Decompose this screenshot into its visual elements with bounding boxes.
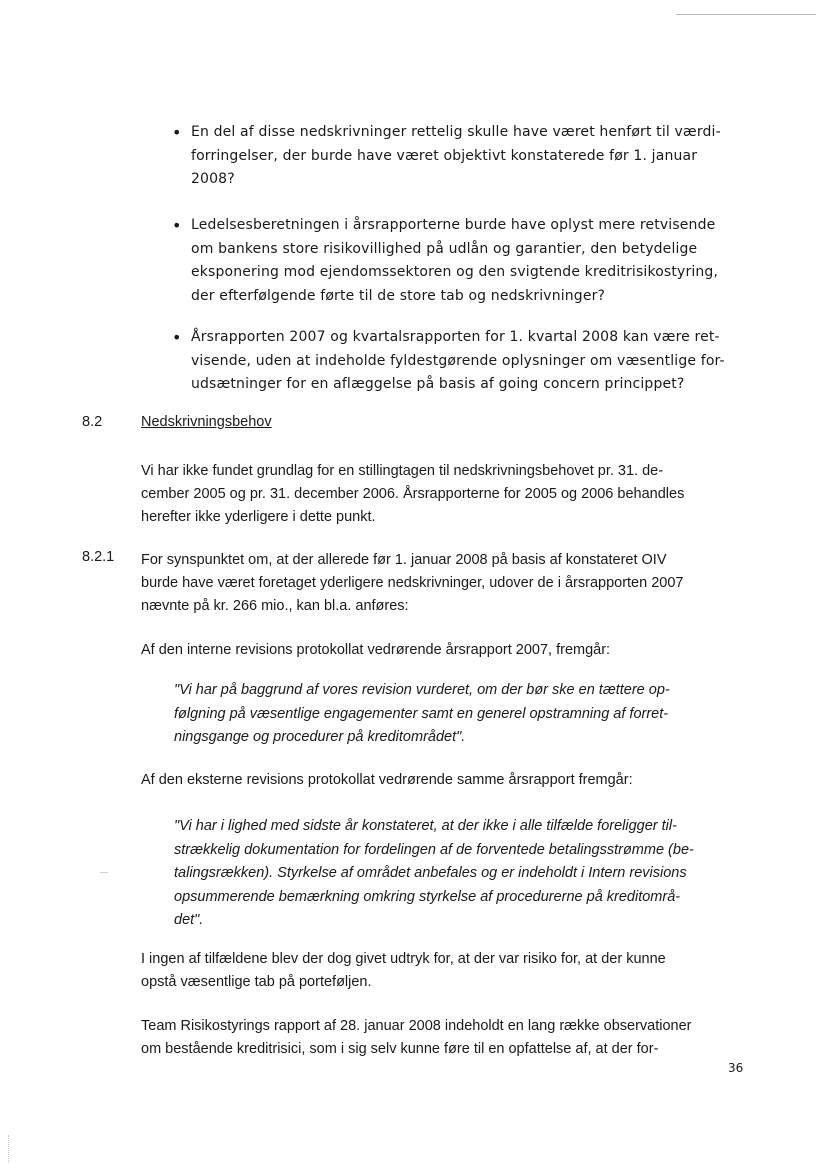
scan-margin-mark — [8, 1135, 9, 1163]
quote-internal-audit: "Vi har på baggrund af vores revision vurderet, om der bør ske en tættere op- følgning på væsentlige engagementer samt en generel opstramning af forret- ningsgange og procedurer på kreditområdet". — [174, 682, 670, 745]
bullet-marker — [172, 222, 180, 230]
bullet-marker — [172, 334, 180, 342]
subsection-paragraph-3: Af den eksterne revisions protokollat vedrørende samme årsrapport fremgår: — [141, 772, 633, 788]
subsection-paragraph-1: For synspunktet om, at der allerede før 1. januar 2008 på basis af konstateret OIV burde have været foretaget yderligere nedskrivninger, udover de i årsrapporten 2007 nævnte på kr. 266 mio., kan bl.a. anføres: — [141, 552, 684, 614]
page-number: 36 — [728, 1061, 744, 1075]
bullet-item-1: En del af disse nedskrivninger rettelig skulle have været henført til værdi- forringelser, der burde have været objektivt konstaterede før 1. januar 2008? — [191, 124, 721, 187]
scan-speck — [100, 872, 108, 873]
bullet-item-2: Ledelsesberetningen i årsrapporterne burde have oplyst mere retvisende om bankens store risikovillighed på udlån og garantier, den betydelige eksponering mod ejendomssektoren og den svigtende kreditrisikostyring, der efterfølgende førte til de store tab og nedskrivninger? — [191, 217, 719, 304]
bullet-marker — [172, 129, 180, 137]
subsection-paragraph-2: Af den interne revisions protokollat vedrørende årsrapport 2007, fremgår: — [141, 642, 611, 658]
section-number: 8.2 — [82, 414, 103, 430]
subsection-paragraph-4: I ingen af tilfældene blev der dog givet udtryk for, at der var risiko for, at der kunne opstå væsentlige tab på porteføljen. — [141, 951, 666, 990]
bullet-item-3: Årsrapporten 2007 og kvartalsrapporten for 1. kvartal 2008 kan være ret- visende, uden at indeholde fyldestgørende oplysninger om væsentlige for- udsætninger for en aflæggelse på basis af going concern princippet? — [191, 329, 725, 392]
subsection-paragraph-5: Team Risikostyrings rapport af 28. januar 2008 indeholdt en lang række observationer om bestående kreditrisici, som i sig selv kunne føre til en opfattelse af, at der for- — [141, 1018, 692, 1057]
scan-edge-line — [676, 14, 816, 15]
section-heading: Nedskrivningsbehov — [141, 414, 272, 430]
quote-external-audit: "Vi har i lighed med sidste år konstateret, at der ikke i alle tilfælde foreligger til- strækkelig dokumentation for fordelingen af de forventede betalingsstrømme (be- talingsrækken). Styrkelse af området anbefales og er indeholdt i Intern revisions opsummerende bemærkning omkring styrkelse af procedurerne på kreditområ- det". — [174, 818, 694, 928]
subsection-number: 8.2.1 — [82, 549, 115, 565]
section-intro-paragraph: Vi har ikke fundet grundlag for en stillingtagen til nedskrivningsbehovet pr. 31. de- cember 2005 og pr. 31. december 2006. Årsrapporterne for 2005 og 2006 behandles herefter ikke yderligere i dette punkt. — [141, 463, 685, 525]
